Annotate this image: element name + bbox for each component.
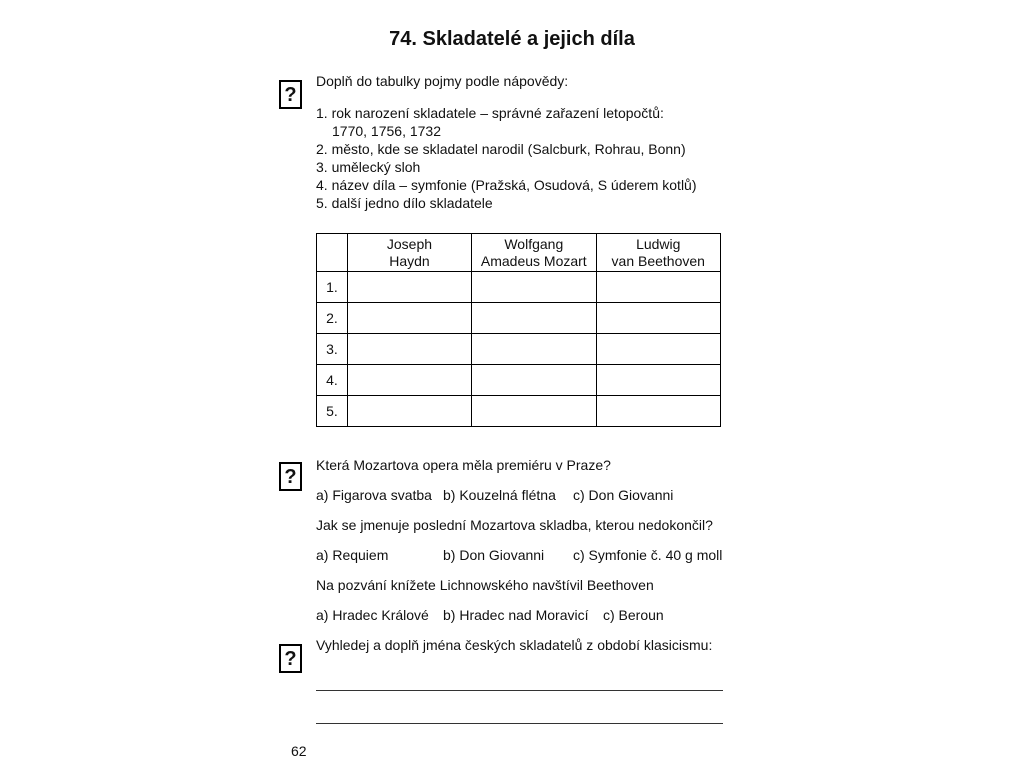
column-header-haydn: Joseph Haydn xyxy=(347,234,471,272)
option-a[interactable]: a) Requiem xyxy=(316,547,389,563)
option-a[interactable]: a) Figarova svatba xyxy=(316,487,432,503)
answer-cell[interactable] xyxy=(347,365,471,396)
row-label: 3. xyxy=(317,334,348,365)
answer-line-1[interactable] xyxy=(316,690,723,691)
table-row xyxy=(317,303,721,334)
row-label: 4. xyxy=(317,365,348,396)
composer-table xyxy=(316,233,721,427)
question-mozart-last-work: Jak se jmenuje poslední Mozartova skladba, kterou nedokončil? xyxy=(316,517,713,533)
option-b[interactable]: b) Hradec nad Moravicí xyxy=(443,607,589,623)
answer-cell[interactable] xyxy=(347,272,471,303)
answer-cell[interactable] xyxy=(596,272,721,303)
options-mozart-opera xyxy=(316,486,673,504)
question-mark-icon: ? xyxy=(279,644,302,673)
column-header-mozart: Wolfgang Amadeus Mozart xyxy=(472,234,596,272)
table-corner-cell xyxy=(317,234,348,272)
hint-1-years: 1770, 1756, 1732 xyxy=(332,123,441,139)
hint-5: 5. další jedno dílo skladatele xyxy=(316,195,493,211)
answer-cell[interactable] xyxy=(596,334,721,365)
task1-hints xyxy=(316,104,697,212)
page-title: 74. Skladatelé a jejich díla xyxy=(389,28,635,50)
question-mark-icon: ? xyxy=(279,80,302,109)
question-beethoven-visit: Na pozvání knížete Lichnowského navštívil Beethoven xyxy=(316,577,654,593)
answer-cell[interactable] xyxy=(472,334,596,365)
answer-cell[interactable] xyxy=(472,396,596,427)
hint-4: 4. název díla – symfonie (Pražská, Osudová, S úderem kotlů) xyxy=(316,177,697,193)
answer-cell[interactable] xyxy=(472,365,596,396)
option-c[interactable]: c) Beroun xyxy=(603,607,664,623)
hint-1: 1. rok narození skladatele – správné zařazení letopočtů: xyxy=(316,105,664,121)
answer-line-2[interactable] xyxy=(316,723,723,724)
column-header-beethoven: Ludwig van Beethoven xyxy=(596,234,721,272)
task3-prompt: Vyhledej a doplň jména českých skladatelů z období klasicismu: xyxy=(316,637,713,653)
answer-cell[interactable] xyxy=(347,334,471,365)
row-label: 1. xyxy=(317,272,348,303)
answer-cell[interactable] xyxy=(596,396,721,427)
hint-2: 2. město, kde se skladatel narodil (Salcburk, Rohrau, Bonn) xyxy=(316,141,686,157)
answer-cell[interactable] xyxy=(596,365,721,396)
answer-cell[interactable] xyxy=(347,396,471,427)
option-a[interactable]: a) Hradec Králové xyxy=(316,607,429,623)
option-b[interactable]: b) Kouzelná flétna xyxy=(443,487,556,503)
row-label: 5. xyxy=(317,396,348,427)
answer-cell[interactable] xyxy=(472,272,596,303)
hint-3: 3. umělecký sloh xyxy=(316,159,421,175)
row-label: 2. xyxy=(317,303,348,334)
option-b[interactable]: b) Don Giovanni xyxy=(443,547,545,563)
table-header-row xyxy=(317,234,721,272)
table-row xyxy=(317,334,721,365)
answer-cell[interactable] xyxy=(347,303,471,334)
table-row xyxy=(317,272,721,303)
option-c[interactable]: c) Symfonie č. 40 g moll xyxy=(573,547,723,563)
question-mozart-opera: Která Mozartova opera měla premiéru v Praze? xyxy=(316,457,611,473)
table-row xyxy=(317,396,721,427)
answer-cell[interactable] xyxy=(472,303,596,334)
question-mark-icon: ? xyxy=(279,462,302,491)
option-c[interactable]: c) Don Giovanni xyxy=(573,487,674,503)
answer-cell[interactable] xyxy=(596,303,721,334)
options-mozart-last-work xyxy=(316,546,722,564)
table-row xyxy=(317,365,721,396)
page-number: 62 xyxy=(291,743,307,759)
task1-intro: Doplň do tabulky pojmy podle nápovědy: xyxy=(316,73,569,89)
options-beethoven-visit xyxy=(316,606,664,624)
